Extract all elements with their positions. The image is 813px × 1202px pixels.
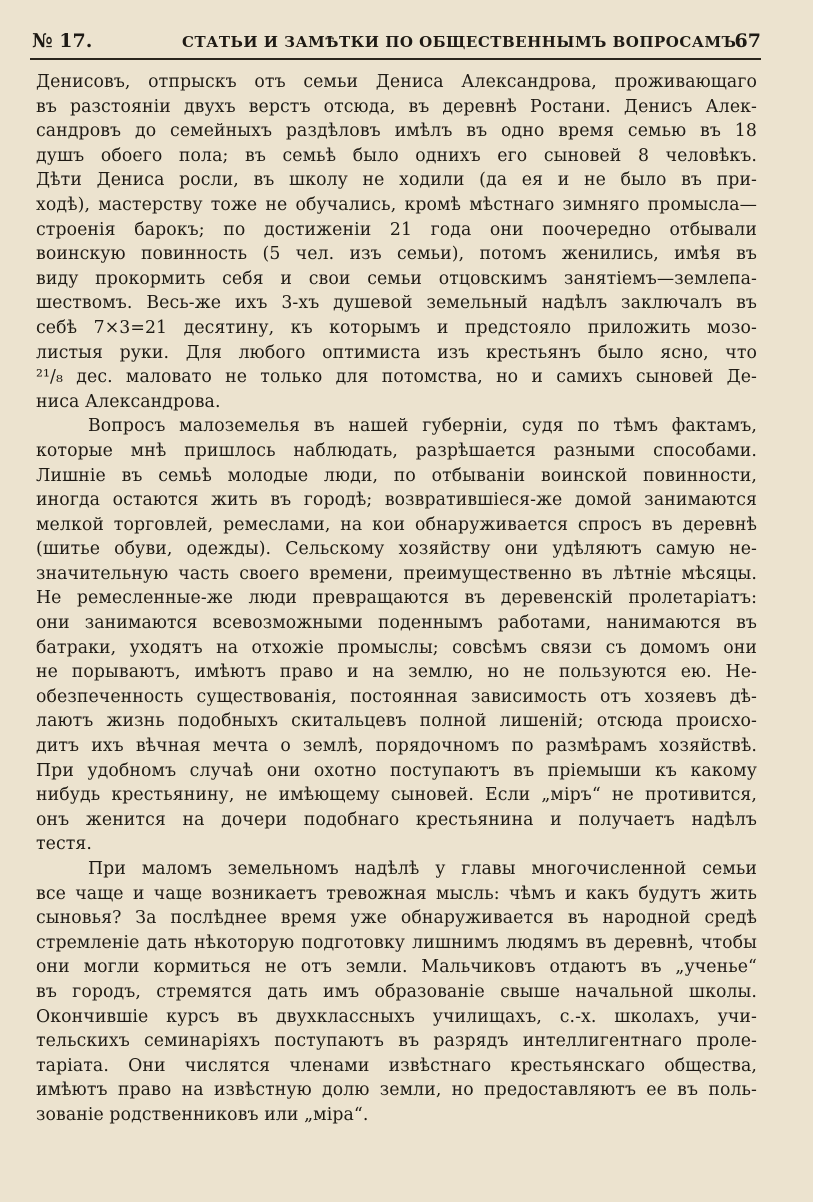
text-line: Окончившіе курсъ въ двухклассныхъ училищахъ, с.-х. школахъ, учи- [36,1006,757,1027]
text-line: душъ обоего пола; въ семьѣ было однихъ его сыновей 8 человѣкъ. [36,145,757,166]
text-line: ниса Александрова. [36,391,221,412]
text-line: (шитье обуви, одежды). Сельскому хозяйству они удѣляютъ самую не- [36,539,757,560]
page-number: 67 [734,30,761,52]
text-line: обезпеченность существованія, постоянная зависимость отъ хозяевъ дѣ- [36,686,757,707]
text-line: которые мнѣ пришлось наблюдать, разрѣшается разными способами. [36,440,757,461]
text-line: въ городъ, стремятся дать имъ образованіе свыше начальной школы. [36,981,757,1002]
text-line: При удобномъ случаѣ они охотно поступаютъ въ пріемыши къ какому [36,760,757,781]
text-line: шествомъ. Весь-же ихъ 3-хъ душевой земельный надѣлъ заключалъ въ [36,293,757,314]
text-line: все чаще и чаще возникаетъ тревожная мысль: чѣмъ и какъ будутъ жить [36,883,757,904]
issue-number: № 17. [32,30,93,52]
text-line: Денисовъ, отпрыскъ отъ семьи Дениса Александрова, проживающаго [36,72,757,92]
text-line: ходѣ), мастерству тоже не обучались, кромѣ мѣстнаго зимняго промысла— [36,194,757,215]
text-line: мелкой торговлей, ремеслами, на кои обнаруживается спросъ въ деревнѣ [36,514,757,535]
page-header [30,28,761,60]
text-line: сыновья? За послѣднее время уже обнаруживается въ народной средѣ [36,908,757,929]
text-line: нибудь крестьянину, не имѣющему сыновей. Если „міръ“ не противится, [36,785,757,806]
text-line: имѣютъ право на извѣстную долю земли, но предоставляютъ ее въ поль- [36,1080,757,1101]
text-line: воинскую повинность (5 чел. изъ семьи), потомъ женились, имѣя въ [36,244,757,265]
text-line: стремленіе дать нѣкоторую подготовку лишнимъ людямъ въ деревнѣ, чтобы [36,932,757,953]
text-line: тельскихъ семинаріяхъ поступаютъ въ разрядъ интеллигентнаго проле- [36,1031,757,1052]
text-line: себѣ 7×3=21 десятину, къ которымъ и предстояло приложить мозо- [36,317,757,338]
text-line: сандровъ до семейныхъ раздѣловъ имѣлъ въ одно время семью въ 18 [36,121,757,142]
paragraph-first-line: Вопросъ малоземелья въ нашей губерніи, судя по тѣмъ фактамъ, [88,416,757,437]
running-title: СТАТЬИ И ЗАМѢТКИ ПО ОБЩЕСТВЕННЫМЪ ВОПРОСАМЪ. [182,33,743,51]
paragraph-first-line: При маломъ земельномъ надѣлѣ у главы многочисленной семьи [88,859,757,879]
text-line: Дѣти Дениса росли, въ школу не ходили (да ея и не было въ при- [36,170,757,191]
text-line: они занимаются всевозможными поденнымъ работами, нанимаются въ [36,613,757,634]
text-line: батраки, уходятъ на отхожіе промыслы; совсѣмъ связи съ домомъ они [36,637,757,658]
text-line: иногда остаются жить въ городѣ; возвратившіеся-же домой занимаются [36,490,757,511]
text-line: дитъ ихъ вѣчная мечта о землѣ, порядочномъ по размѣрамъ хозяйствѣ. [36,736,757,757]
text-line: не порываютъ, имѣютъ право и на землю, но не пользуются ею. Не- [36,662,757,683]
text-line: они могли кормиться не отъ земли. Мальчиковъ отдаютъ въ „ученье“ [36,957,757,978]
text-line: тестя. [36,834,93,855]
text-line: зованіе родственниковъ или „міра“. [36,1104,369,1125]
text-line: ²¹/₈ дес. маловато не только для потомства, но и самихъ сыновей Де- [36,367,757,388]
text-line: лаютъ жизнь подобныхъ скитальцевъ полной лишеній; отсюда происхо- [36,711,757,732]
text-line: Лишніе въ семьѣ молодые люди, по отбываніи воинской повинности, [36,465,757,486]
text-line: Не ремесленные-же люди превращаются въ деревенскій пролетаріатъ: [36,588,757,609]
text-line: значительную часть своего времени, преимущественно въ лѣтніе мѣсяцы. [36,563,757,584]
text-line: онъ женится на дочери подобнаго крестьянина и получаетъ надѣлъ [36,809,757,830]
article-body [36,70,757,1128]
text-line: въ разстояніи двухъ верстъ отсюда, въ деревнѣ Ростани. Денисъ Алек- [36,96,757,117]
text-line: таріата. Они числятся членами извѣстнаго крестьянскаго общества, [36,1055,757,1076]
text-line: листыя руки. Для любого оптимиста изъ крестьянъ было ясно, что [36,342,757,363]
text-line: виду прокормить себя и свои семьи отцовскимъ занятіемъ—землепа- [36,268,757,289]
text-line: строенія барокъ; по достиженіи 21 года они поочередно отбывали [36,219,757,240]
